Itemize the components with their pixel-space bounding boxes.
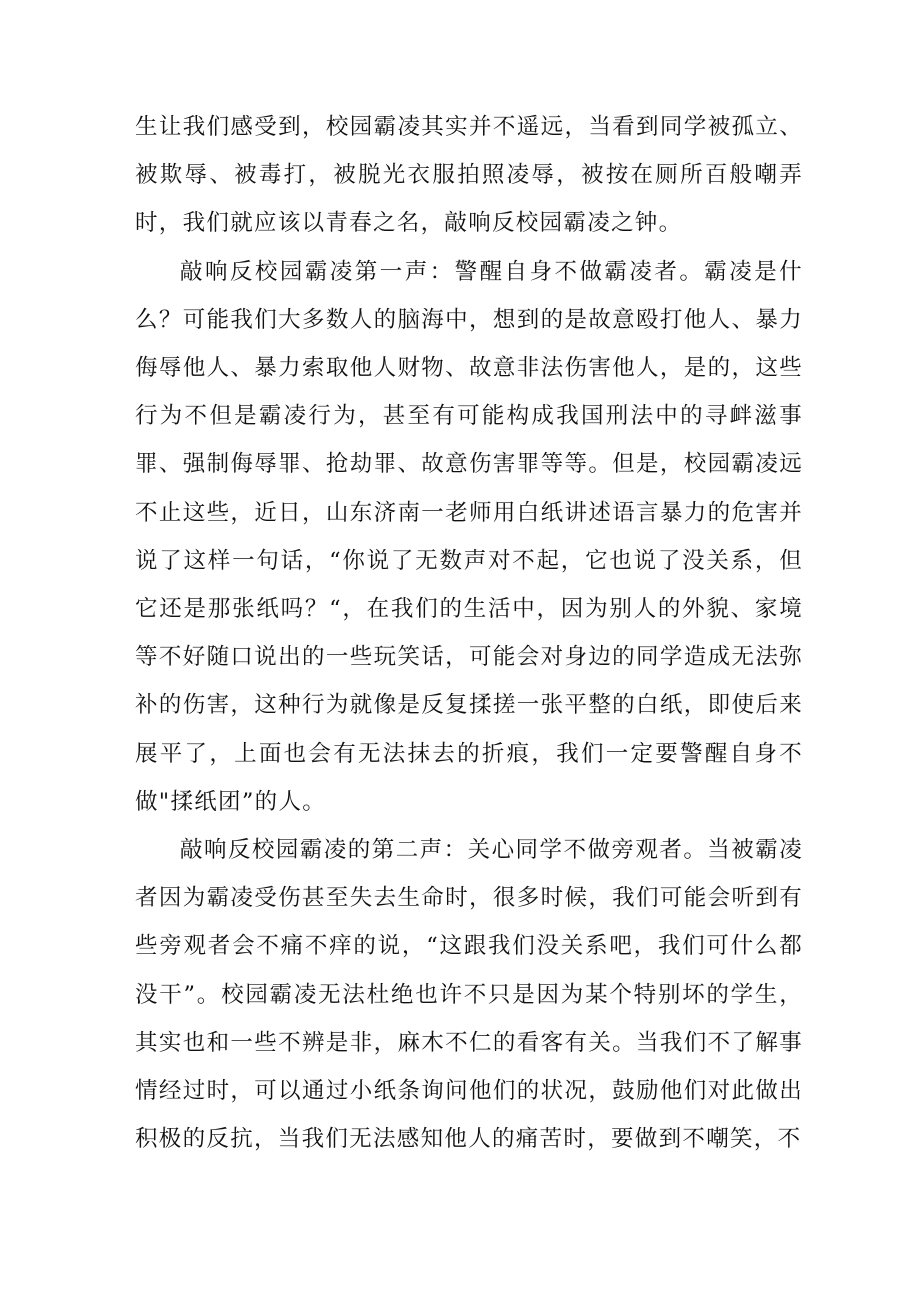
paragraph-3: 敲响反校园霸凌的第二声：关心同学不做旁观者。当被霸凌者因为霸凌受伤甚至失去生命时，很多时候，我们可能会听到有些旁观者会不痛不痒的说，“这跟我们没关系吧，我们可什么都没干”。校园霸凌无法杜绝也许不只是因为某个特别坏的学生，其实也和一些不辨是非，麻木不仁的看客有关。当我们不了解事情经过时，可以通过小纸条询问他们的状况，鼓励他们对此做出积极的反抗，当我们无法感知他人的痛苦时，要做到不嘲笑，不 — [135, 837, 803, 1153]
document-body — [135, 103, 803, 1163]
paragraph-1: 生让我们感受到，校园霸凌其实并不遥远，当看到同学被孤立、被欺辱、被毒打，被脱光衣服拍照凌辱，被按在厕所百般嘲弄时，我们就应该以青春之名，敲响反校园霸凌之钟。 — [135, 114, 803, 237]
paragraph-2: 敲响反校园霸凌第一声：警醒自身不做霸凌者。霸凌是什么？可能我们大多数人的脑海中，想到的是故意殴打他人、暴力侮辱他人、暴力索取他人财物、故意非法伤害他人，是的，这些行为不但是霸凌行为，甚至有可能构成我国刑法中的寻衅滋事罪、强制侮辱罪、抢劫罪、故意伤害罪等等。但是，校园霸凌远不止这些，近日，山东济南一老师用白纸讲述语言暴力的危害并说了这样一句话，“你说了无数声对不起，它也说了没关系，但它还是那张纸吗？“，在我们的生活中，因为别人的外貌、家境等不好随口说出的一些玩笑话，可能会对身边的同学造成无法弥补的伤害，这种行为就像是反复揉搓一张平整的白纸，即使后来展平了，上面也会有无法抹去的折痕，我们一定要警醒自身不做"揉纸团”的人。 — [135, 258, 803, 815]
